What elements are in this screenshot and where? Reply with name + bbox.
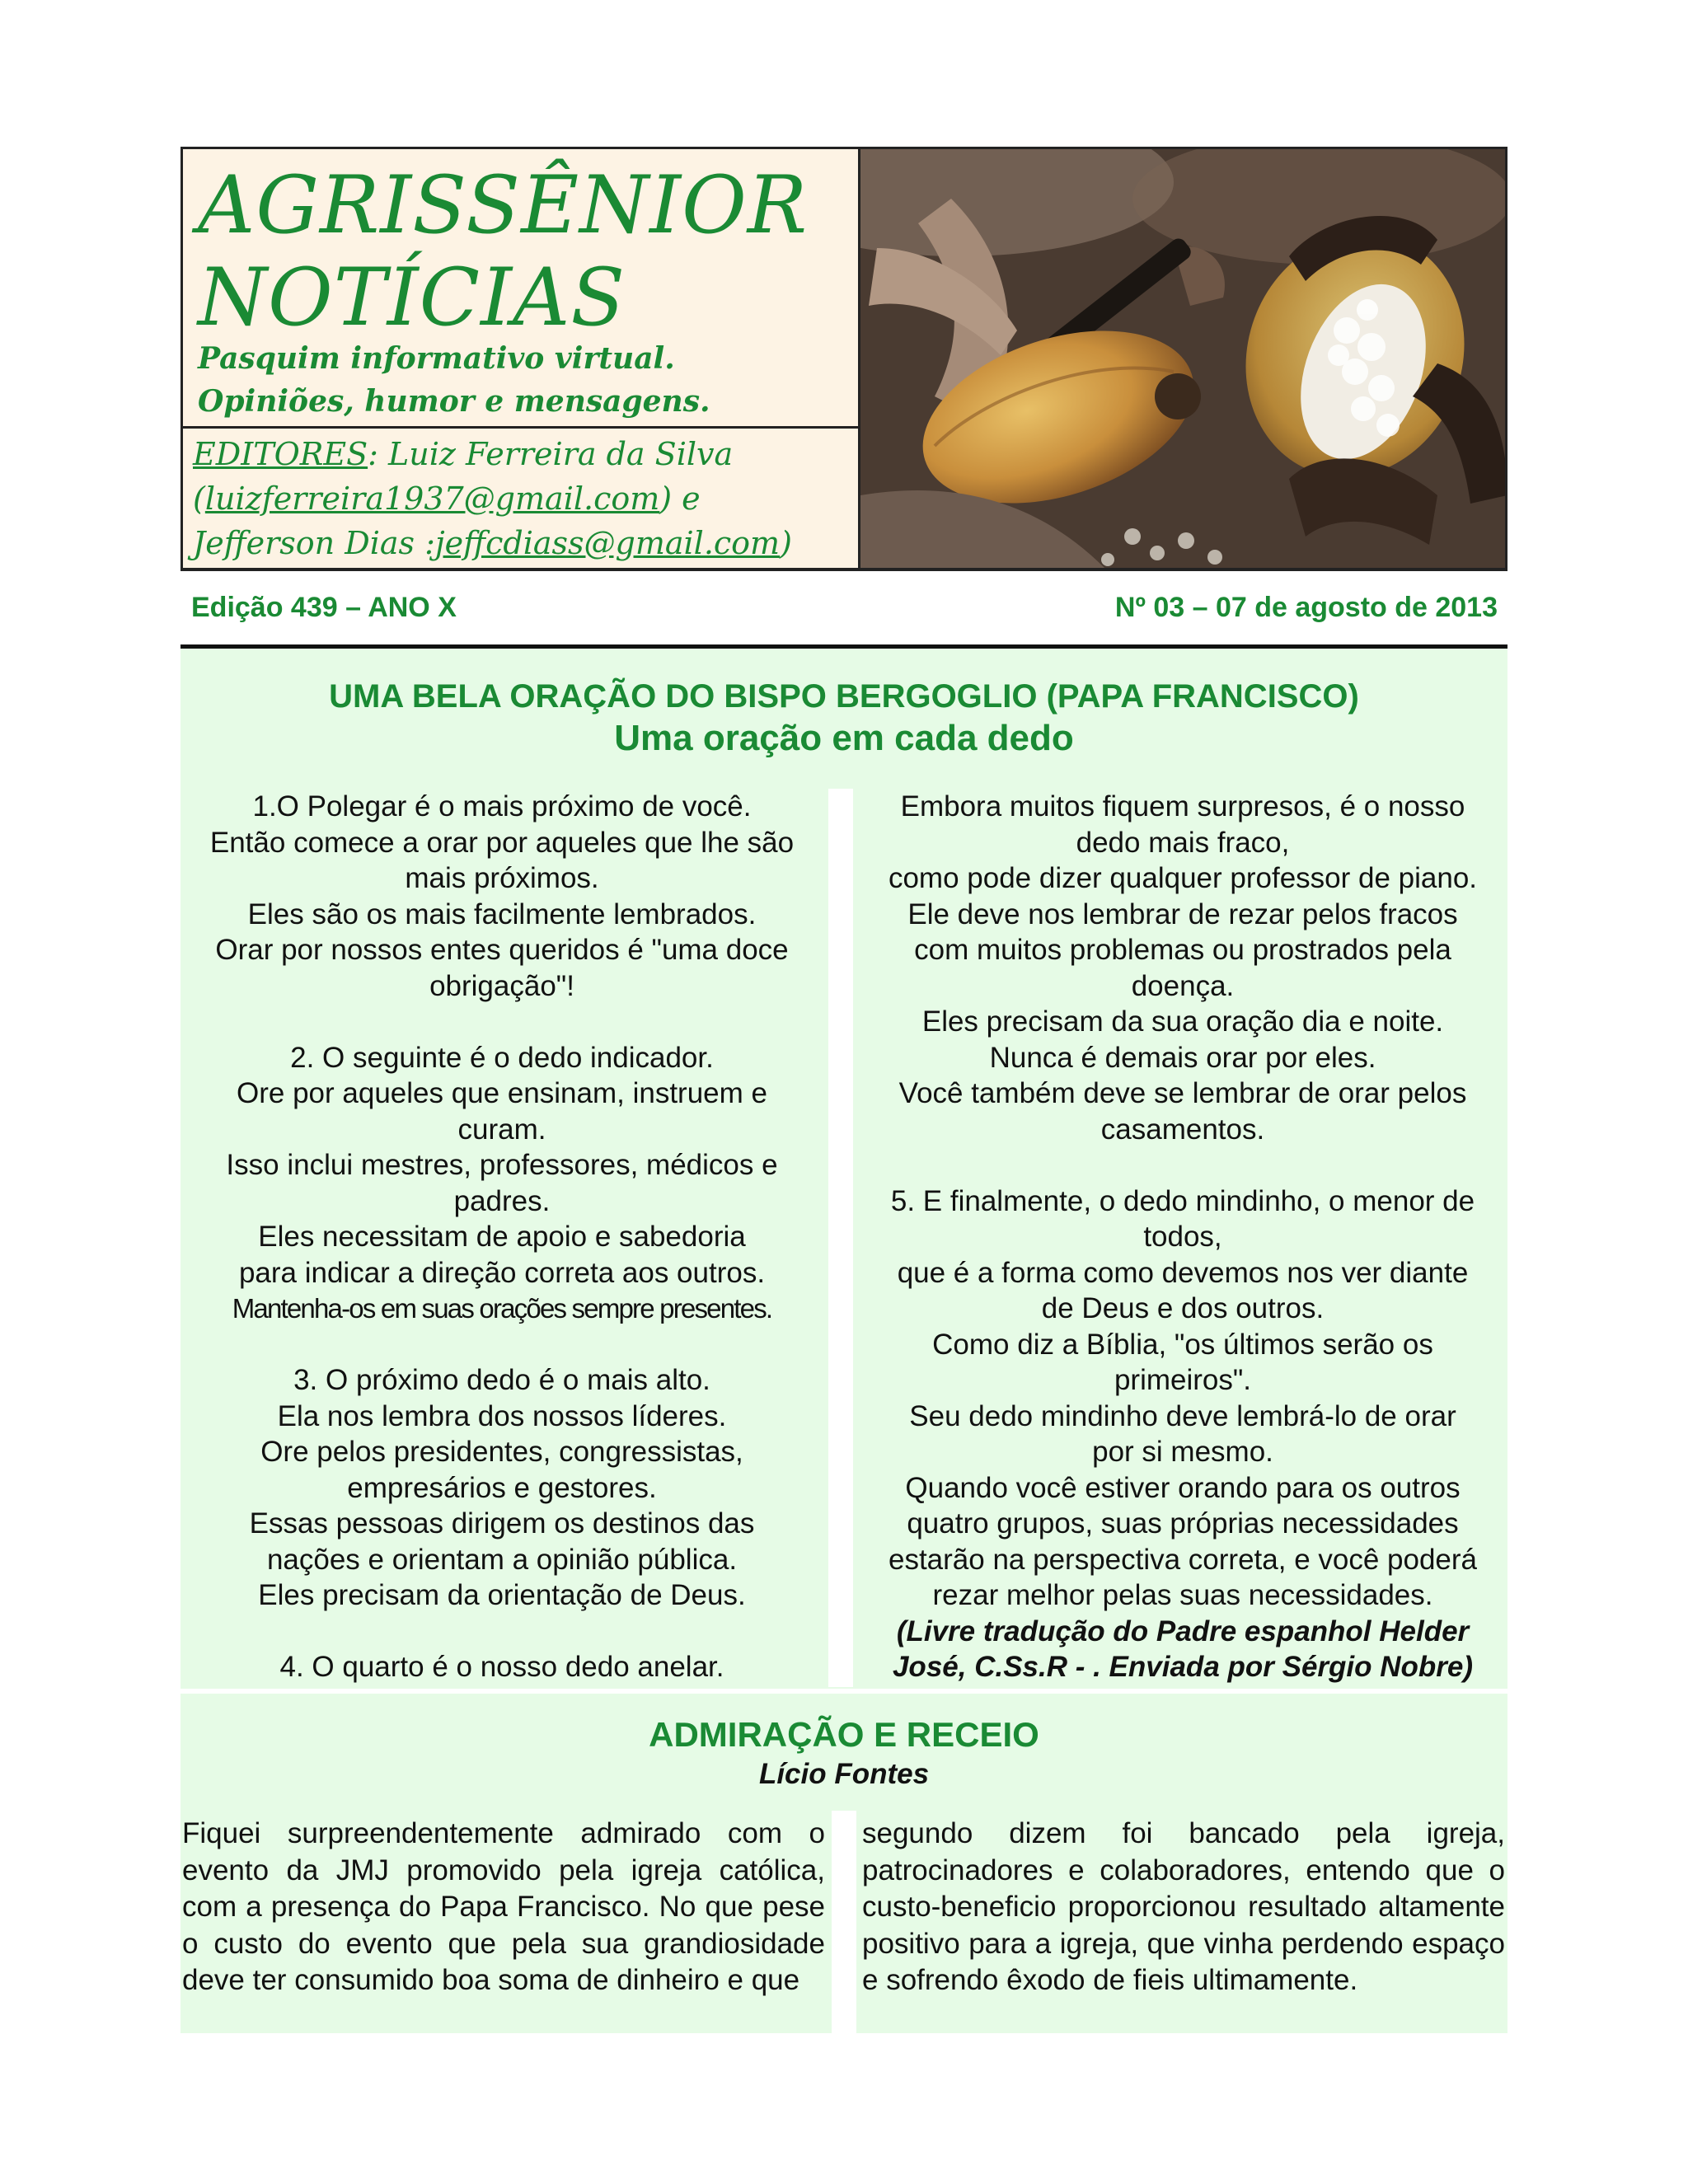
article-admiration bbox=[181, 1694, 1507, 2033]
prayer-line: quatro grupos, suas próprias necessidades bbox=[907, 1507, 1459, 1540]
article-1-title: UMA BELA ORAÇÃO DO BISPO BERGOGLIO (PAPA FRANCISCO) bbox=[329, 678, 1359, 715]
edition-bar bbox=[191, 592, 1498, 633]
prayer-line: Então comece a orar por aqueles que lhe são bbox=[209, 826, 795, 859]
title-line-2: NOTÍCIAS bbox=[198, 251, 626, 344]
prayer-line: Eles são os mais facilmente lembrados. bbox=[247, 898, 757, 930]
prayer-line: Ore por aqueles que ensinam, instruem e bbox=[237, 1077, 767, 1109]
prayer-line: Eles precisam da orientação de Deus. bbox=[258, 1579, 746, 1611]
prayer-line: obrigação"! bbox=[429, 969, 574, 1002]
prayer-line: doença. bbox=[1131, 969, 1235, 1002]
editor-2-email-link[interactable]: jeffcdiass@gmail.com bbox=[434, 525, 781, 561]
editor-1-email-link[interactable]: luizferreira1937@gmail.com bbox=[204, 480, 660, 517]
translation-credit: (Livre tradução do Padre espanhol Helder bbox=[896, 1615, 1470, 1647]
article-2-author: Lício Fontes bbox=[758, 1758, 930, 1790]
cocoa-photo-illustration bbox=[860, 149, 1507, 571]
prayer-line: Eles necessitam de apoio e sabedoria bbox=[258, 1221, 746, 1253]
prayer-line: Essas pessoas dirigem os destinos das bbox=[249, 1507, 755, 1540]
editors-line-3 bbox=[193, 521, 792, 565]
editors-box bbox=[183, 426, 858, 570]
prayer-line: padres. bbox=[453, 1184, 551, 1217]
prayer-line: empresários e gestores. bbox=[347, 1471, 657, 1504]
article-2-left-text: Fiquei surpreendentemente admirado com o evento da JMJ promovido pela igreja católica, com a presença do Papa Francisco. No que pese o custo do evento que pela sua grandiosidade deve ter consumido boa soma de dinheiro e que bbox=[182, 1817, 825, 1996]
edition-number: Edição 439 – ANO X bbox=[191, 592, 457, 623]
prayer-line: Mantenha-os em suas orações sempre presentes. bbox=[232, 1293, 772, 1324]
subtitle-line-1: Pasquim informativo virtual. bbox=[198, 341, 675, 376]
editors-credits bbox=[193, 432, 792, 565]
prayer-line: Embora muitos fiquem surpresos, é o nosso bbox=[900, 790, 1465, 823]
prayer-line: para indicar a direção correta aos outros. bbox=[238, 1256, 766, 1289]
newsletter-title bbox=[198, 159, 808, 344]
prayer-line: de Deus e dos outros. bbox=[1041, 1292, 1325, 1324]
paren-close-and: ) e bbox=[659, 480, 701, 517]
blank-line bbox=[181, 1004, 823, 1040]
prayer-line: estarão na perspectiva correta, e você poderá bbox=[888, 1543, 1478, 1576]
editor-2-name: Jefferson Dias : bbox=[193, 525, 435, 561]
paren-close: ) bbox=[780, 525, 792, 561]
masthead-header bbox=[181, 147, 1507, 574]
prayer-line: como pode dizer qualquer professor de piano. bbox=[888, 862, 1478, 894]
column-gutter-2 bbox=[832, 1811, 856, 2033]
masthead-box bbox=[181, 149, 860, 571]
prayer-line: Eles precisam da sua oração dia e noite. bbox=[921, 1005, 1444, 1038]
article-1-subtitle: Uma oração em cada dedo bbox=[614, 718, 1074, 758]
prayer-line: Seu dedo mindinho deve lembrá-lo de orar bbox=[909, 1399, 1456, 1432]
prayer-line: Quando você estiver orando para os outros bbox=[905, 1471, 1461, 1504]
editor-1-name: : Luiz Ferreira da Silva bbox=[368, 436, 734, 472]
prayer-line: 1.O Polegar é o mais próximo de você. bbox=[252, 790, 752, 823]
prayer-line: rezar melhor pelas suas necessidades. bbox=[932, 1579, 1433, 1611]
prayer-line: primeiros". bbox=[1114, 1364, 1252, 1396]
article-2-right-text: segundo dizem foi bancado pela igreja, patrocinadores e colaboradores, entendo que o custo-beneficio proporcionou resultado altamente positivo para a igreja, que vinha perdendo espaço e sofrendo êxodo de fieis ultimamente. bbox=[862, 1817, 1505, 1996]
editors-line-1 bbox=[193, 432, 792, 476]
translation-credit: José, C.Ss.R - . Enviada por Sérgio Nobre) bbox=[892, 1651, 1474, 1683]
cocoa-pod-photo bbox=[860, 149, 1507, 571]
blank-line bbox=[858, 1147, 1507, 1183]
prayer-line: todos, bbox=[1143, 1221, 1222, 1253]
prayer-line: casamentos. bbox=[1100, 1113, 1265, 1146]
article-1-left-column bbox=[181, 789, 823, 1685]
prayer-line: por si mesmo. bbox=[1092, 1436, 1273, 1468]
prayer-line: mais próximos. bbox=[405, 862, 599, 894]
prayer-line: Ela nos lembra dos nossos líderes. bbox=[277, 1399, 727, 1432]
article-2-title: ADMIRAÇÃO E RECEIO bbox=[649, 1715, 1039, 1754]
article-1-right-column bbox=[858, 789, 1507, 1685]
prayer-line: Como diz a Bíblia, "os últimos serão os bbox=[932, 1328, 1433, 1361]
subtitle-line-2: Opiniões, humor e mensagens. bbox=[198, 384, 710, 419]
prayer-line: Ele deve nos lembrar de rezar pelos fracos bbox=[907, 898, 1458, 930]
prayer-line: 5. E finalmente, o dedo mindinho, o menor de bbox=[890, 1184, 1475, 1217]
blank-line bbox=[181, 1327, 823, 1363]
prayer-line: dedo mais fraco, bbox=[1076, 826, 1290, 859]
newsletter-subtitle bbox=[198, 337, 710, 423]
prayer-line: Orar por nossos entes queridos é "uma doce bbox=[215, 934, 789, 966]
prayer-line: 3. O próximo dedo é o mais alto. bbox=[293, 1364, 710, 1396]
prayer-line: curam. bbox=[457, 1113, 546, 1146]
prayer-line: Ore pelos presidentes, congressistas, bbox=[260, 1436, 743, 1468]
article-2-right-column bbox=[862, 1816, 1505, 1999]
article-2-left-column bbox=[182, 1816, 825, 1999]
article-prayer bbox=[181, 649, 1507, 1689]
prayer-line: com muitos problemas ou prostrados pela bbox=[914, 934, 1451, 966]
column-gutter bbox=[828, 789, 853, 1687]
issue-date: Nº 03 – 07 de agosto de 2013 bbox=[1114, 592, 1498, 623]
prayer-line: Nunca é demais orar por eles. bbox=[989, 1041, 1376, 1074]
prayer-line: nações e orientam a opinião pública. bbox=[266, 1543, 738, 1576]
paren-open: ( bbox=[193, 480, 205, 517]
prayer-line: 2. O seguinte é o dedo indicador. bbox=[290, 1041, 714, 1074]
editors-line-2 bbox=[193, 476, 792, 521]
editors-label: EDITORES bbox=[193, 436, 368, 472]
blank-line bbox=[181, 1614, 823, 1650]
prayer-line: 4. O quarto é o nosso dedo anelar. bbox=[279, 1651, 724, 1683]
prayer-line: Isso inclui mestres, professores, médicos e bbox=[226, 1149, 778, 1181]
title-line-1: AGRISSÊNIOR bbox=[198, 159, 809, 251]
prayer-line: que é a forma como devemos nos ver diante bbox=[897, 1256, 1469, 1289]
prayer-line: Você também deve se lembrar de orar pelos bbox=[898, 1077, 1467, 1109]
